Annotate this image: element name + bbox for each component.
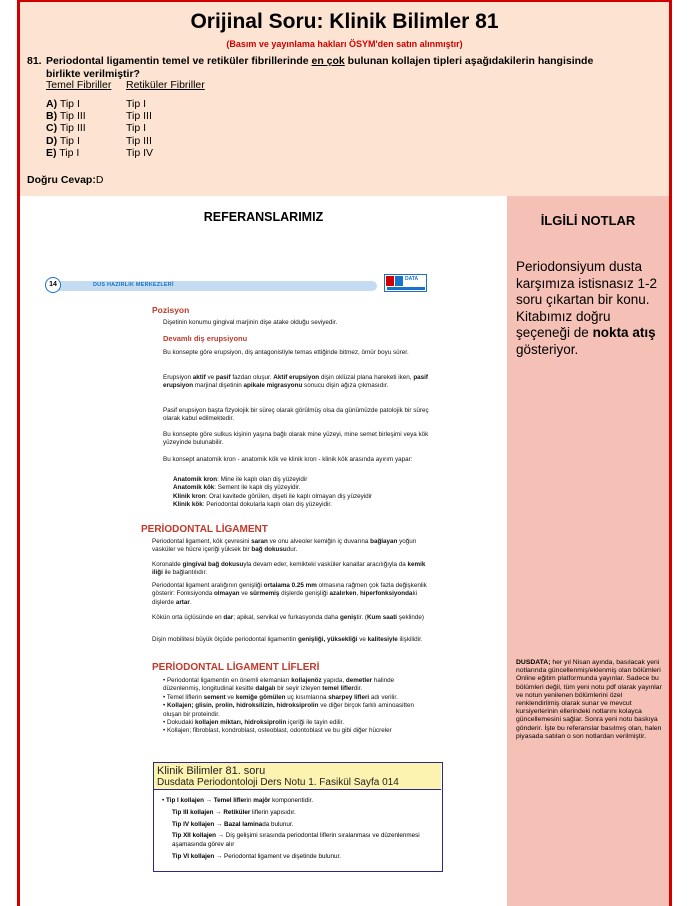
section-heading-fibers: PERİODONTAL LİGAMENT LİFLERİ — [152, 662, 320, 673]
options-list — [46, 98, 153, 159]
list-item: • Dokudaki kollajen miktarı, hidroksiprolin içeriği ile tayin edilir. — [163, 719, 345, 727]
book-paragraph: Koronalde gingival bağ dokusuyla devam eder, kemikteki vasküler kanallar aracılığıyla da kemik iliği ile bağlantılıdır. — [152, 561, 426, 577]
question-number: 81. — [27, 55, 42, 67]
book-paragraph: Dişetinin konumu gingival marjinin dişe atake olduğu seviyedir. — [163, 319, 338, 326]
copyright-note: (Basım ve yayınlama hakları ÖSYM'den satın alınmıştır) — [226, 39, 463, 49]
question-panel — [20, 2, 669, 196]
option-e[interactable]: E) Tip I Tip IV — [46, 146, 154, 159]
logo-block-blue — [395, 276, 403, 286]
highlight-header — [154, 763, 441, 790]
notes-panel — [507, 196, 669, 906]
kron-list — [173, 476, 431, 510]
list-item: Anatomik kök: Sement ile kaplı diş yüzeyidir. — [173, 484, 301, 492]
question-title: Orijinal Soru: Klinik Bilimler 81 — [190, 10, 499, 33]
question-text: Periodontal ligamentin temel ve retiküler fibrillerinde en çok bulunan kollajen tipleri aşağıdakilerin hangisinde birlikte verilmiştir? — [46, 55, 594, 80]
book-paragraph: Bu konsept anatomik kron - anatomik kök ve klinik kron - klinik kök arasında ayırım yapar: — [163, 456, 413, 463]
question-emphasis: en çok — [311, 55, 345, 67]
column-header-retikuler: Retiküler Fibriller — [126, 79, 205, 91]
list-item: • Temel liflerin sement ve kemiğe gömülen uç kısımlarına sharpey lifleri adı verilir. — [163, 693, 398, 701]
list-item: • Kollajen; fibroblast, kondroblast, osteoblast, odontoblast ve bu gibi diğer hücreler — [163, 727, 392, 735]
book-paragraph: Kökün orta üçlüsünde en dar; apikal, servikal ve furkasyonda daha geniştir. (Kum saati şeklinde) — [152, 614, 425, 621]
section-heading-pozisyon: Pozisyon — [152, 305, 190, 315]
book-paragraph: Bu konsepte göre erupsiyon, diş antagonistiyle temas ettiğinde bitmez, ömür boyu sürer. — [163, 349, 409, 356]
notes-title: İLGİLİ NOTLAR — [540, 213, 636, 228]
page-number-badge: 14 — [45, 277, 61, 293]
highlight-title: Klinik Bilimler 81. soru — [157, 765, 266, 777]
correct-answer: Doğru Cevap:D — [27, 174, 104, 186]
notes-text: Periodonsiyum dusta karşımıza istisnasız 1-2 soru çıkartan bir konu. Kitabımız doğru şeçeneği de nokta atış gösteriyor. — [516, 259, 658, 357]
column-header-temel: Temel Fibriller — [46, 79, 112, 91]
references-title: REFERANSLARIMIZ — [203, 210, 324, 224]
logo-text: DATA — [405, 276, 419, 282]
highlight-box — [153, 762, 443, 872]
fiber-list — [163, 677, 431, 736]
list-item: Tip III kollajen → Retiküler liflerin yapısıdır. — [172, 808, 296, 816]
book-page-header — [45, 276, 455, 293]
option-c[interactable]: C) Tip III Tip I — [46, 122, 147, 135]
list-item: Tip IV kollajen → Bazal laminada bulunur. — [172, 820, 294, 828]
highlight-subtitle: Dusdata Periodontoloji Ders Notu 1. Fasikül Sayfa 014 — [157, 777, 399, 788]
book-paragraph: Periodontal ligament, kök çevresini saran ve onu alveoler kemiğin iç duvarına bağlayan yoğun vasküler ve hücre içeriği yüksek bir bağ dokusudur. — [152, 538, 417, 554]
highlight-body — [162, 795, 437, 863]
book-paragraph: Pasif erupsiyon başta fizyolojik bir süreç olarak görülmüş olsa da günümüzde patolojik bir süreç olarak kabul edilmektedir. — [163, 407, 429, 423]
option-a[interactable]: A) Tip I Tip I — [46, 98, 147, 110]
book-paragraph: Dişin mobilitesi büyük ölçüde periodontal ligamentin genişliği, yüksekliği ve kalitesiyle ilişkilidir. — [152, 636, 423, 643]
option-d[interactable]: D) Tip I Tip III — [46, 134, 152, 147]
list-item: • Periodontal ligamentin en önemli elemanları kollajenöz yapıda, demetler halinde düzenlenmiş, longitudinal kesitte dalgalı bir seyir izleyen temel liflerdir. — [163, 677, 395, 693]
header-text: DUS HAZIRLIK MERKEZLERİ — [93, 282, 174, 288]
dusdata-note: DUSDATA; her yıl Nisan ayında, basılacak yeni notlarında güncellenmiş/eklenmiş olan bölümleri Online eğitim platformunda yayınlar. Sadece bu bölümleri değil, tüm yeni notu pdf olarak yayınlar ve notun yenilenen bölümlerini özel renklendirilmiş olarak sunar ve mevcut kursiyerlerinin ellerindeki notlarını kolayca güncellemesini sağlar. Sonra yeni notu baskıya gönderir. İşte bu referanslar basılmış olan, halen piyasada satılan o son notlardan verilmiştir. — [516, 659, 662, 740]
option-b[interactable]: B) Tip III Tip III — [46, 110, 152, 123]
book-paragraph: Bu konsepte göre sulkus kişinin yaşına bağlı olarak mine yüzeyi, mine semet birleşimi veya kök yüzeyinde bulunabilir. — [163, 431, 429, 447]
list-item: Tip VI kollajen → Periodontal ligament ve dişetinde bulunur. — [172, 853, 341, 861]
list-item: Klinik kök: Periodontal dokularla kaplı olan diş yüzeyidir. — [173, 501, 332, 509]
list-item: Tip XII kollajen → Diş gelişimi sırasında periodontal liflerin sıralanması ve düzenlenmesi aşamasında görev alır — [172, 832, 420, 848]
logo-block-red — [386, 276, 394, 286]
list-item: • Tip I kollajen → Temel liflerin majör komponentidir. — [162, 797, 314, 804]
book-paragraph: Erupsiyon aktif ve pasif fazdan oluşur. Aktif erupsiyon dişin oklüzal plana hareketi iken, pasif erupsiyon marjinal dişetinin apikale migrasyonu sonucu dişin ağıza çıkmasıdır. — [163, 374, 429, 390]
list-item: Klinik kron: Oral kavitede görülen, dişeti ile kaplı olmayan diş yüzeyidir — [173, 492, 373, 500]
section-heading-pdl: PERİODONTAL LİGAMENT — [141, 524, 268, 535]
dusdata-logo — [384, 274, 427, 292]
logo-strip — [387, 287, 425, 290]
list-item: • Kollajen; glisin, prolin, hidroksilizin, hidroksiprolin ve diğer birçok farklı aminoasitten oluşan bir proteindir. — [163, 702, 415, 718]
list-item: Anatomik kron: Mine ile kaplı olan diş yüzeyidir — [173, 476, 308, 483]
section-heading-devamli: Devamlı diş erupsiyonu — [163, 334, 248, 343]
book-paragraph: Periodontal ligament aralığının genişliği ortalama 0.25 mm olmasına rağmen çok fazla değişkenlik gösterir: Fonksiyonda olmayan ve sürmemiş dişlerde genişliği azalırken, hiperfonksiyondaki dişlerde artar. — [152, 582, 427, 606]
